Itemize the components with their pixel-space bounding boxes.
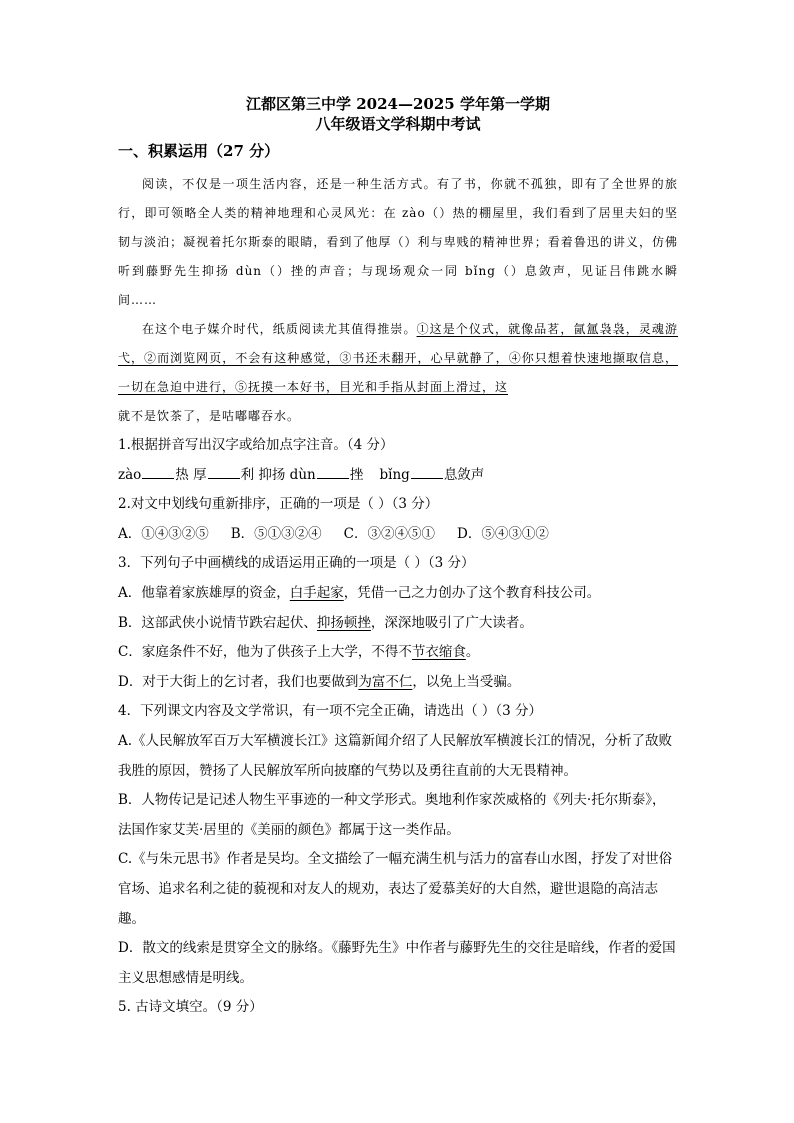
question-2: 2.对文中划线句重新排序，正确的一项是（ ）（3 分）	[118, 496, 439, 513]
option-text: ，深深地吸引了广大读者。	[370, 614, 533, 631]
underlined-idiom: 节衣缩食	[411, 644, 466, 661]
question-3: 3．下列句子中画横线的成语运用正确的一项是（ ）（3 分）	[118, 555, 475, 572]
pinyin-zao: zào	[118, 466, 142, 483]
question-1-blanks	[118, 461, 678, 491]
question-1: 1.根据拼音写出汉字或给加点字注音。（4 分）	[118, 437, 394, 453]
underlined-idiom: 白手起家	[289, 584, 344, 601]
underlined-idiom: 抑扬顿挫	[316, 614, 371, 631]
pinyin-bing: bǐng	[379, 466, 410, 483]
option-text: B．这部武侠小说情节跌宕起伏、	[118, 614, 317, 631]
reading-passage	[118, 170, 678, 431]
item-xilian-sheng: 息敛声	[443, 466, 485, 483]
option-c[interactable]: C．③②④⑤①	[343, 525, 436, 542]
option-text: C．家庭条件不好，他为了供孩子上大学，不得不	[118, 644, 412, 661]
underlined-idiom: 为富不仁	[358, 673, 413, 690]
option-text: A．他靠着家族雄厚的资金，	[118, 584, 290, 601]
option-text: ，凭借一己之力创办了这个教育科技公司。	[343, 584, 601, 601]
passage-paragraph-tail: 就不是饮茶了，是咕嘟嘟吞水。	[118, 409, 301, 423]
exam-page	[118, 94, 678, 1023]
question-2-options	[118, 520, 678, 550]
passage-paragraph-1: 阅读，不仅是一项生活内容，还是一种生活方式。有了书，你就不孤独，即有了全世界的旅行，即可领略全人类的精神地理和心灵风光：在 zào（）热的棚屋里，我们看到了居里夫妇的坚韧与淡泊；凝视着托尔斯泰的眼睛，看到了他厚（）利与卑贱的精神世界；看着鲁迅的讲义，仿佛听到藤野先生抑扬 dùn（）挫的声音；与现场观众一同 bǐng（）息敛声，见证吕伟跳水瞬间……	[118, 177, 678, 307]
question-3-option-b[interactable]	[118, 609, 678, 639]
option-text: ，以免上当受骗。	[412, 673, 521, 690]
section-heading: 一、积累运用（27 分）	[118, 142, 280, 160]
item-cuo: 挫	[349, 466, 364, 483]
question-4-option-c[interactable]: C.《与朱元思书》作者是吴均。全文描绘了一幅充满生机与活力的富春山水图，抒发了对世俗官场、追求名利之徒的藐视和对友人的规劝，表达了爱慕美好的大自然，避世退隐的高洁志趣。	[118, 851, 673, 927]
question-4-option-a[interactable]: A.《人民解放军百万大军横渡长江》这篇新闻介绍了人民解放军横渡长江的情况，分析了敌败我胜的原因，赞扬了人民解放军所向披靡的气势以及勇往直前的大无畏精神。	[118, 732, 673, 779]
option-b[interactable]: B．⑤①③②④	[230, 525, 322, 542]
underlined-sentences: ①这是个仪式，就像品茗，氤氲袅袅，灵魂游弋，②而浏览网页，不会有这种感觉，③书还未翻开，心早就静了，④你只想着快速地撷取信息，一切在急迫中进行，⑤抚摸一本好书，目光和手指从封面上滑过，这	[118, 322, 678, 394]
item-li-yiyang-dun: 利 抑扬 dùn	[240, 466, 316, 483]
answer-blank[interactable]	[411, 464, 443, 479]
question-5: 5. 古诗文填空。（9 分）	[118, 999, 263, 1016]
question-3-option-d[interactable]	[118, 668, 678, 698]
passage-intro: 在这个电子媒介时代，纸质阅读尤其值得推崇。	[142, 322, 417, 336]
question-4: 4．下列课文内容及文学常识，有一项不完全正确，请选出（ ）（3 分）	[118, 703, 543, 720]
option-text: D．对于大街上的乞讨者，我们也要做到	[118, 673, 359, 690]
question-3-option-a[interactable]	[118, 579, 678, 609]
exam-title-line2: 八年级语文学科期中考试	[315, 115, 481, 133]
option-d[interactable]: D．⑤④③①②	[457, 525, 549, 542]
option-text: 。	[465, 644, 480, 661]
question-4-option-b[interactable]: B．人物传记是记述人物生平事迹的一种文学形式。奥地利作家茨威格的《列夫·托尔斯泰》，法国作家艾芙·居里的《美丽的颜色》都属于这一类作品。	[118, 792, 666, 838]
passage-paragraph-2	[118, 315, 678, 402]
exam-title-line1: 江都区第三中学 2024—2025 学年第一学期	[246, 95, 550, 113]
answer-blank[interactable]	[208, 464, 240, 479]
question-3-option-c[interactable]	[118, 638, 678, 668]
item-re-hou: 热 厚	[175, 466, 207, 483]
answer-blank[interactable]	[317, 464, 349, 479]
option-a[interactable]: A．①④③②⑤	[118, 525, 209, 542]
question-4-option-d[interactable]: D．散文的线索是贯穿全文的脉络。《藤野先生》中作者与藤野先生的交往是暗线，作者的爱国主义思想感情是明线。	[118, 940, 676, 986]
answer-blank[interactable]	[142, 464, 174, 479]
